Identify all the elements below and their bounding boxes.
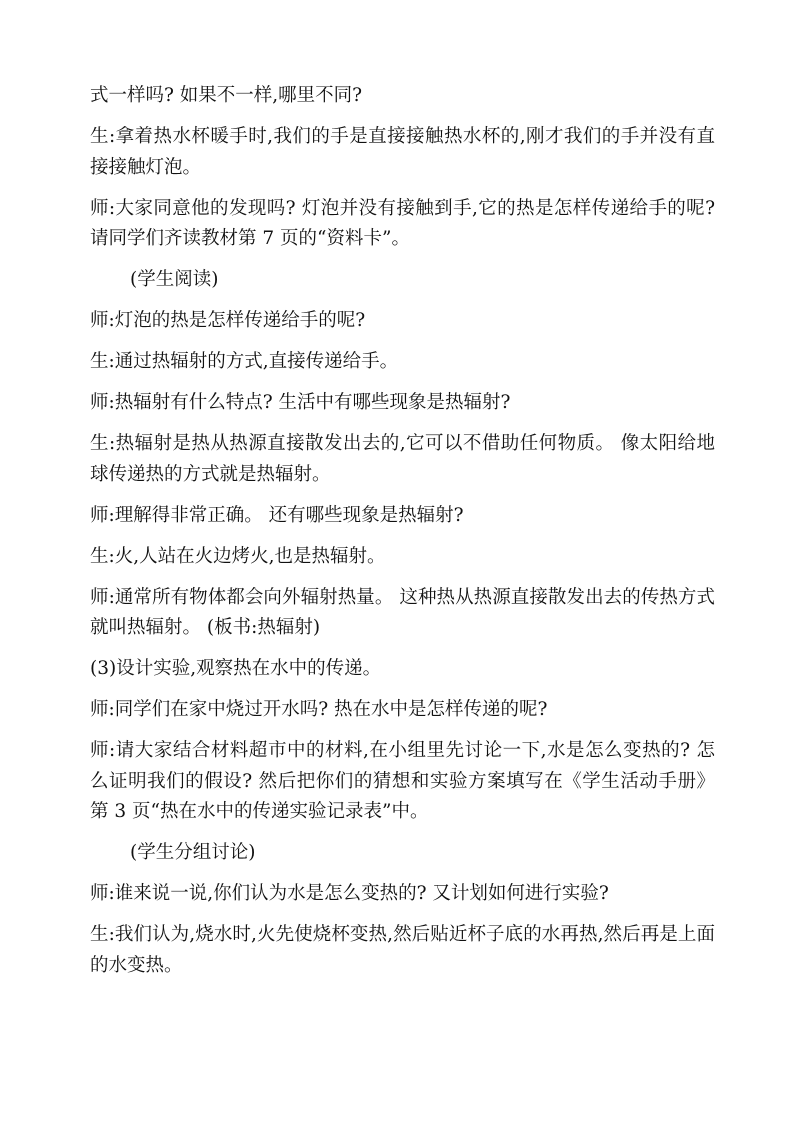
paragraph: 生:通过热辐射的方式,直接传递给手。 (90, 351, 399, 372)
paragraph: 师:理解得非常正确。 还有哪些现象是热辐射? (90, 504, 464, 526)
paragraph: 生:火,人站在火边烤火,也是热辐射。 (90, 545, 386, 567)
section-heading: (3)设计实验,观察热在水中的传递。 (90, 658, 382, 679)
document-body (90, 81, 715, 992)
stage-direction: (学生阅读) (130, 269, 219, 290)
paragraph: 生:拿着热水杯暖手时,我们的手是直接接触热水杯的,刚才我们的手并没有直接接触灯泡。 (90, 126, 715, 178)
paragraph: 师:大家同意他的发现吗? 灯泡并没有接触到手,它的热是怎样传递给手的呢? 请同学们齐读教材第 7 页的“资料卡”。 (90, 197, 715, 249)
paragraph: 师:热辐射有什么特点? 生活中有哪些现象是热辐射? (90, 392, 511, 413)
paragraph: 师:谁来说一说,你们认为水是怎么变热的? 又计划如何进行实验? (90, 883, 609, 904)
paragraph: 生:我们认为,烧水时,火先使烧杯变热,然后贴近杯子底的水再热,然后再是上面的水变热。 (90, 924, 715, 976)
paragraph: 师:同学们在家中烧过开水吗? 热在水中是怎样传递的呢? (90, 699, 548, 720)
paragraph: 师:灯泡的热是怎样传递给手的呢? (90, 310, 366, 331)
paragraph: 生:热辐射是热从热源直接散发出去的,它可以不借助任何物质。 像太阳给地球传递热的方式就是热辐射。 (90, 433, 715, 485)
paragraph: 师:通常所有物体都会向外辐射热量。 这种热从热源直接散发出去的传热方式就叫热辐射。 (板书:热辐射) (90, 586, 715, 638)
paragraph: 师:请大家结合材料超市中的材料,在小组里先讨论一下,水是怎么变热的? 怎么证明我们的假设? 然后把你们的猜想和实验方案填写在《学生活动手册》第 3 页“热在水中的传递实验记录表”中。 (90, 740, 715, 822)
stage-direction: (学生分组讨论) (130, 842, 256, 863)
paragraph: 式一样吗? 如果不一样,哪里不同? (90, 85, 363, 106)
